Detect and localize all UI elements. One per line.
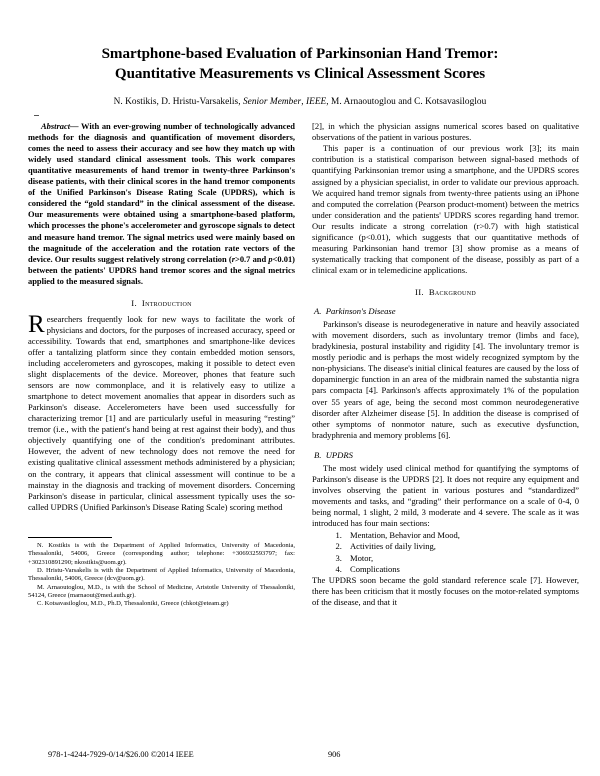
subsection-heading-parkinsons-disease — [312, 306, 579, 316]
body-columns — [28, 121, 579, 608]
abstract-stat-r-rest: >0.7 and — [235, 253, 269, 264]
page-number: 906 — [328, 750, 341, 759]
abstract-label: Abstract— — [41, 121, 79, 132]
updrs-paragraph-2: The UPDRS soon became the gold standard reference scale [7]. However, there has been criticism that it mostly focuses on the motor-related symptoms of the disease, and that it — [312, 575, 579, 608]
abstract-stat-p: p — [268, 253, 273, 264]
list-item: 3. Motor, — [344, 553, 579, 564]
abstract-stat-p-rest: <0.01) between the patients' UPDRS hand tremor scores and the signal metrics applied to the measured signals. — [28, 253, 295, 286]
paper-title-line-1: Smartphone-based Evaluation of Parkinsonian Hand Tremor: — [101, 46, 499, 62]
parkinsons-disease-paragraph: Parkinson's disease is neurodegenerative in nature and heavily associated with movement disorders, such as involuntary tremor (limbs and face), bradykinesia, postural instability and rigidity [4]. The involuntary tremor is mostly periodic and is perhaps the most widely recognized symptom by the non-physicians. The disease's initial clinical features are caused by the loss of dopaminergic function in an area of the midbrain named the substantia nigra pars compacta [4]. Parkinson's affects approximately 1% of the population over 55 years of age, being the second most common neurodegenerative disorder after Alzheimer disease [5]. In addition the disease is comprised of other symptoms of nonmotor nature, such as executive dysfunction, bradyphrenia and memory problems [6]. — [312, 319, 579, 440]
title-block — [34, 44, 566, 108]
intro-continued-paragraph-a: [2], in which the physician assigns numerical scores based on qualitative observations of the patient in various postures. — [312, 121, 579, 143]
paper-title-line-2: Quantitative Measurements vs Clinical Assessment Scores — [114, 66, 486, 83]
authors-separator: , — [301, 97, 306, 108]
subsection-heading-updrs — [312, 450, 579, 460]
footnote-item: M. Arnaoutoglou, M.D., is with the School of Medicine, Aristotle University of Thessaloniki, 54124, Greece (marnaout@med.auth.gr). — [28, 583, 295, 599]
section-heading-background — [312, 287, 579, 297]
section-number-background: II. — [415, 287, 424, 298]
margin-mark — [34, 115, 39, 116]
introduction-paragraph — [28, 310, 295, 513]
footnote-item: D. Hristu-Varsakelis is with the Department of Applied Informatics, University of Macedonia, Thessaloniki, 54006, Greece (dcv@uom.gr). — [28, 567, 295, 583]
list-item: 1. Mentation, Behavior and Mood, — [344, 530, 579, 541]
introduction-text: esearchers frequently look for new ways to facilitate the work of physicians and doctors, for the purposes of increased accuracy, speed or accessibility. Towards that end, smartphones and smartphone-like devices offer a tantalizing platform since they contain embedded motion sensors, including accelerometers and gyroscopes, making it possible to detect even slight displacements of the device. Moreover, phones that feature such sensors are now commonplace, and it is relatively easy to utilize a smartphone to detect movement anomalies that appear in disorders such as Parkinson's disease. Accelerometers have been used successfully for characterizing tremor [1] and are particularly useful in measuring “resting” tremor (i.e., with the patient's hand being at rest against their body), and thus objectively quantifying one of the condition's predominant attributes. However, the advent of new technology does not remove the need for existing qualitative clinical assessment methods administered by a physician; on the contrary, it appears that clinical assessment will continue to be a mainstay in the diagnosis and tracking of movement disorders. Concerning Parkinson's disease in particular, clinical assessment typically uses the so-called UPDRS (Unified Parkinson's Disease Rating Scale) scoring method — [28, 313, 295, 512]
section-title-introduction: Introduction — [141, 297, 192, 308]
authors-ieee: IEEE — [305, 97, 327, 108]
page-title — [34, 44, 566, 84]
column-left — [28, 121, 295, 608]
section-heading-introduction — [28, 298, 295, 308]
subsection-label-b: B. — [314, 449, 322, 460]
footnote-rule — [28, 537, 112, 538]
authors-senior-member: Senior Member — [242, 97, 302, 108]
footnote-item: C. Kotsavasiloglou, M.D., Ph.D, Thessaloniki, Greece (chkot@eteam.gr) — [37, 600, 229, 608]
footnote-item: N. Kostikis is with the Department of Applied Informatics, University of Macedonia, Thessaloniki, 54006, Greece (corresponding author; telephone: +306932593797; fax: +302310891290; nkostikis@uom.gr). — [28, 542, 295, 566]
list-item: 2. Activities of daily living, — [344, 541, 579, 552]
column-right — [312, 121, 579, 608]
subsection-title-a: Parkinson's Disease — [325, 306, 396, 317]
abstract-body: With an ever-growing number of technologically advanced methods for the diagnosis and quantification of movement disorders, comes the need to assess their accuracy and see how they match up with widely used standard clinical assessment tools. This work compares quantitative measurements of hand tremor in twenty-three Parkinson's disease patients, with their clinical scores in the hand tremor components of the Unified Parkinson's Disease Rating Scale (UPDRS), which is considered the “gold standard” in the clinical assessment of the disease. Our measurements were obtained using a smartphone-based platform, which processes the phone's accelerometer and gyroscope signals to detect and measure hand tremor. The signal metrics used were mainly based on the magnitude of the acceleration and the rotation rate vectors of the device. Our results suggest relatively strong correlation ( — [28, 121, 295, 264]
subsection-title-b: UPDRS — [325, 449, 353, 460]
isbn-copyright: 978-1-4244-7929-0/14/$26.00 ©2014 IEEE — [48, 750, 194, 759]
updrs-paragraph: The most widely used clinical method for quantifying the symptoms of Parkinson's disease is the UPDRS [2]. It does not require any equipment and involves observing the patient in various postures and “standardized” movements and tasks, and “grading” their performance on a scale of 0-4, 0 being normal, 1 slight, 2 mild, 3 moderate and 4 severe. The scale as it was introduced has four main sections: — [312, 462, 579, 529]
authors-segment-1: N. Kostikis, D. Hristu-Varsakelis, — [113, 97, 243, 108]
authors-segment-2: , M. Arnaoutoglou and C. Kotsavasiloglou — [326, 97, 487, 108]
abstract-stat-r: r — [231, 253, 236, 264]
updrs-sections-list — [312, 530, 579, 575]
drop-cap: R — [28, 310, 45, 338]
abstract-paragraph — [28, 121, 295, 286]
footnotes-block — [28, 537, 295, 608]
intro-continued-paragraph-b: This paper is a continuation of our previous work [3]; its main contribution is a statistical comparison between signal-based methods of quantifying Parkinsonian tremor using a smartphone, and the UPDRS scores assigned by a physician specialist, in order to validate our previous approach. We acquired hand tremor signals from twenty-three patients using an iPhone and computed the correlation (Pearson product-moment) between the metrics under consideration and the patients' UPDRS scores regarding hand tremor. Our results indicate a strong correlation (r>0.7) with high statistical significance (p<0.01), which suggests that our quantitative methods of measuring Parkinsonian hand tremor [3] show promise as a means of systematically tracking that component of the disease, possibly as part of a clinical exam or in telemedicine applications. — [312, 143, 579, 276]
list-item: 4. Complications — [344, 564, 579, 575]
author-list — [34, 96, 566, 108]
section-number-introduction: I. — [131, 297, 137, 308]
section-title-background: Background — [428, 287, 476, 298]
subsection-label-a: A. — [314, 306, 322, 317]
